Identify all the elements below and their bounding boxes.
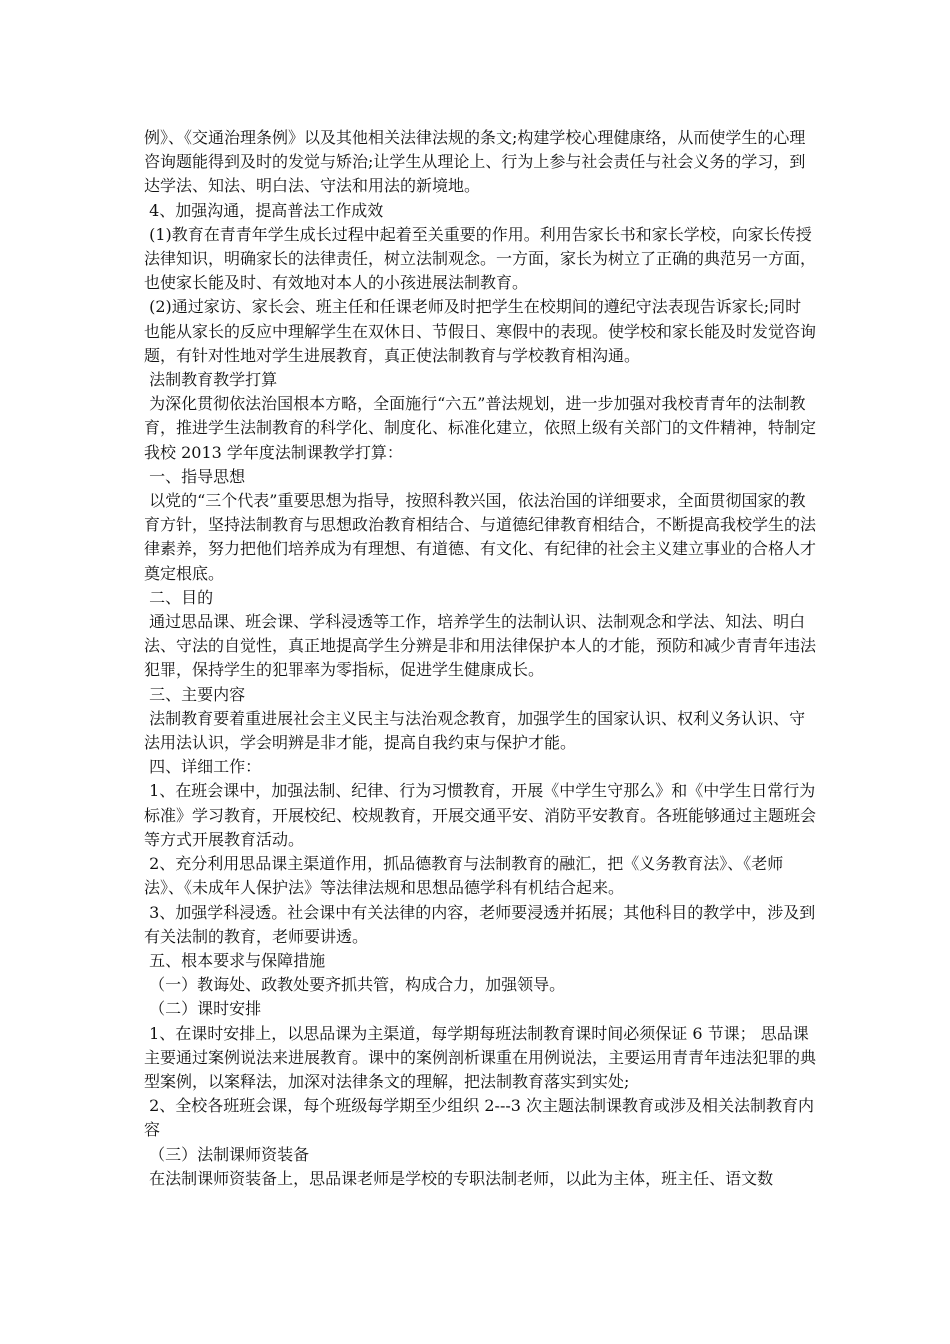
subsection-heading: （三）法制课师资装备	[144, 1144, 310, 1164]
section-heading: 4、加强沟通，提高普法工作成效	[144, 200, 384, 220]
paragraph: 例》、《交通治理条例》以及其他相关法律法规的条文;构建学校心理健康络，从而使学生的心理咨询题能得到及时的发觉与矫治;让学生从理论上、行为上参与社会责任与社会义务的学习，到达学法、知法、明白法、守法和用法的新境地。	[144, 128, 806, 196]
section-heading: 一、指导思想	[144, 466, 246, 486]
paragraph: 在法制课师资装备上，思品课老师是学校的专职法制老师，以此为主体，班主任、语文数	[144, 1168, 774, 1188]
paragraph: 为深化贯彻依法治国根本方略，全面施行“六五”普法规划，进一步加强对我校青青年的法制教育，推进学生法制教育的科学化、制度化、标准化建立，依照上级有关部门的文件精神，特制定我校 2013 学年度法制课教学打算：	[144, 394, 817, 462]
section-heading: 四、详细工作：	[144, 757, 262, 777]
paragraph: 2、全校各班班会课，每个班级每学期至少组织 2---3 次主题法制课教育或涉及相关法制教育内容	[144, 1096, 815, 1140]
section-heading: 三、主要内容	[144, 684, 246, 704]
paragraph: 法制教育要着重进展社会主义民主与法治观念教育，加强学生的国家认识、权利义务认识、守法用法认识，学会明辨是非才能，提高自我约束与保护才能。	[144, 708, 806, 753]
document-title: 法制教育教学打算	[144, 370, 278, 390]
document-page	[144, 126, 816, 1191]
paragraph: 1、在班会课中，加强法制、纪律、行为习惯教育，开展《中学生守那么》和《中学生日常行为标准》学习教育，开展校纪、校规教育，开展交通平安、消防平安教育。各班能够通过主题班会等方式开展教育活动。	[144, 781, 817, 849]
paragraph: 3、加强学科浸透。社会课中有关法律的内容，老师要浸透并拓展；其他科目的教学中，涉及到有关法制的教育，老师要讲透。	[144, 902, 816, 946]
paragraph: (2)通过家访、家长会、班主任和任课老师及时把学生在校期间的遵纪守法表现告诉家长;同时也能从家长的反应中理解学生在双休日、节假日、寒假中的表现。使学校和家长能及时发觉咨询题，有针对性地对学生进展教育，真正使法制教育与学校教育相沟通。	[144, 297, 817, 365]
paragraph: 以党的“三个代表”重要思想为指导，按照科教兴国，依法治国的详细要求，全面贯彻国家的教育方针，坚持法制教育与思想政治教育相结合、与道德纪律教育相结合，不断提高我校学生的法律素养，努力把他们培养成为有理想、有道德、有文化、有纪律的社会主义建立事业的合格人才奠定根底。	[144, 491, 817, 583]
paragraph: 1、在课时安排上，以思品课为主渠道，每学期每班法制教育课时间必须保证 6 节课； 思品课主要通过案例说法来进展教育。课中的案例剖析课重在用例说法，主要运用青青年违法犯罪的典型案例，以案释法，加深对法律条文的理解，把法制教育落实到实处;	[144, 1023, 817, 1091]
section-heading: 五、根本要求与保障措施	[144, 950, 326, 970]
paragraph: 通过思品课、班会课、学科浸透等工作，培养学生的法制认识、法制观念和学法、知法、明白法、守法的自觉性，真正地提高学生分辨是非和用法律保护本人的才能，预防和减少青青年违法犯罪，保持学生的犯罪率为零指标，促进学生健康成长。	[144, 612, 817, 680]
paragraph: 2、充分利用思品课主渠道作用，抓品德教育与法制教育的融汇，把《义务教育法》、《老师法》、《未成年人保护法》等法律法规和思想品德学科有机结合起来。	[144, 854, 784, 898]
subsection-heading: （二）课时安排	[144, 999, 262, 1019]
paragraph: (1)教育在青青年学生成长过程中起着至关重要的作用。利用告家长书和家长学校，向家长传授法律知识，明确家长的法律责任，树立法制观念。一方面，家长为树立了正确的典范另一方面，也使家长能及时、有效地对本人的小孩进展法制教育。	[144, 224, 817, 293]
paragraph: （一）教诲处、政教处要齐抓共管，构成合力，加强领导。	[144, 975, 566, 995]
section-heading: 二、目的	[144, 587, 214, 607]
